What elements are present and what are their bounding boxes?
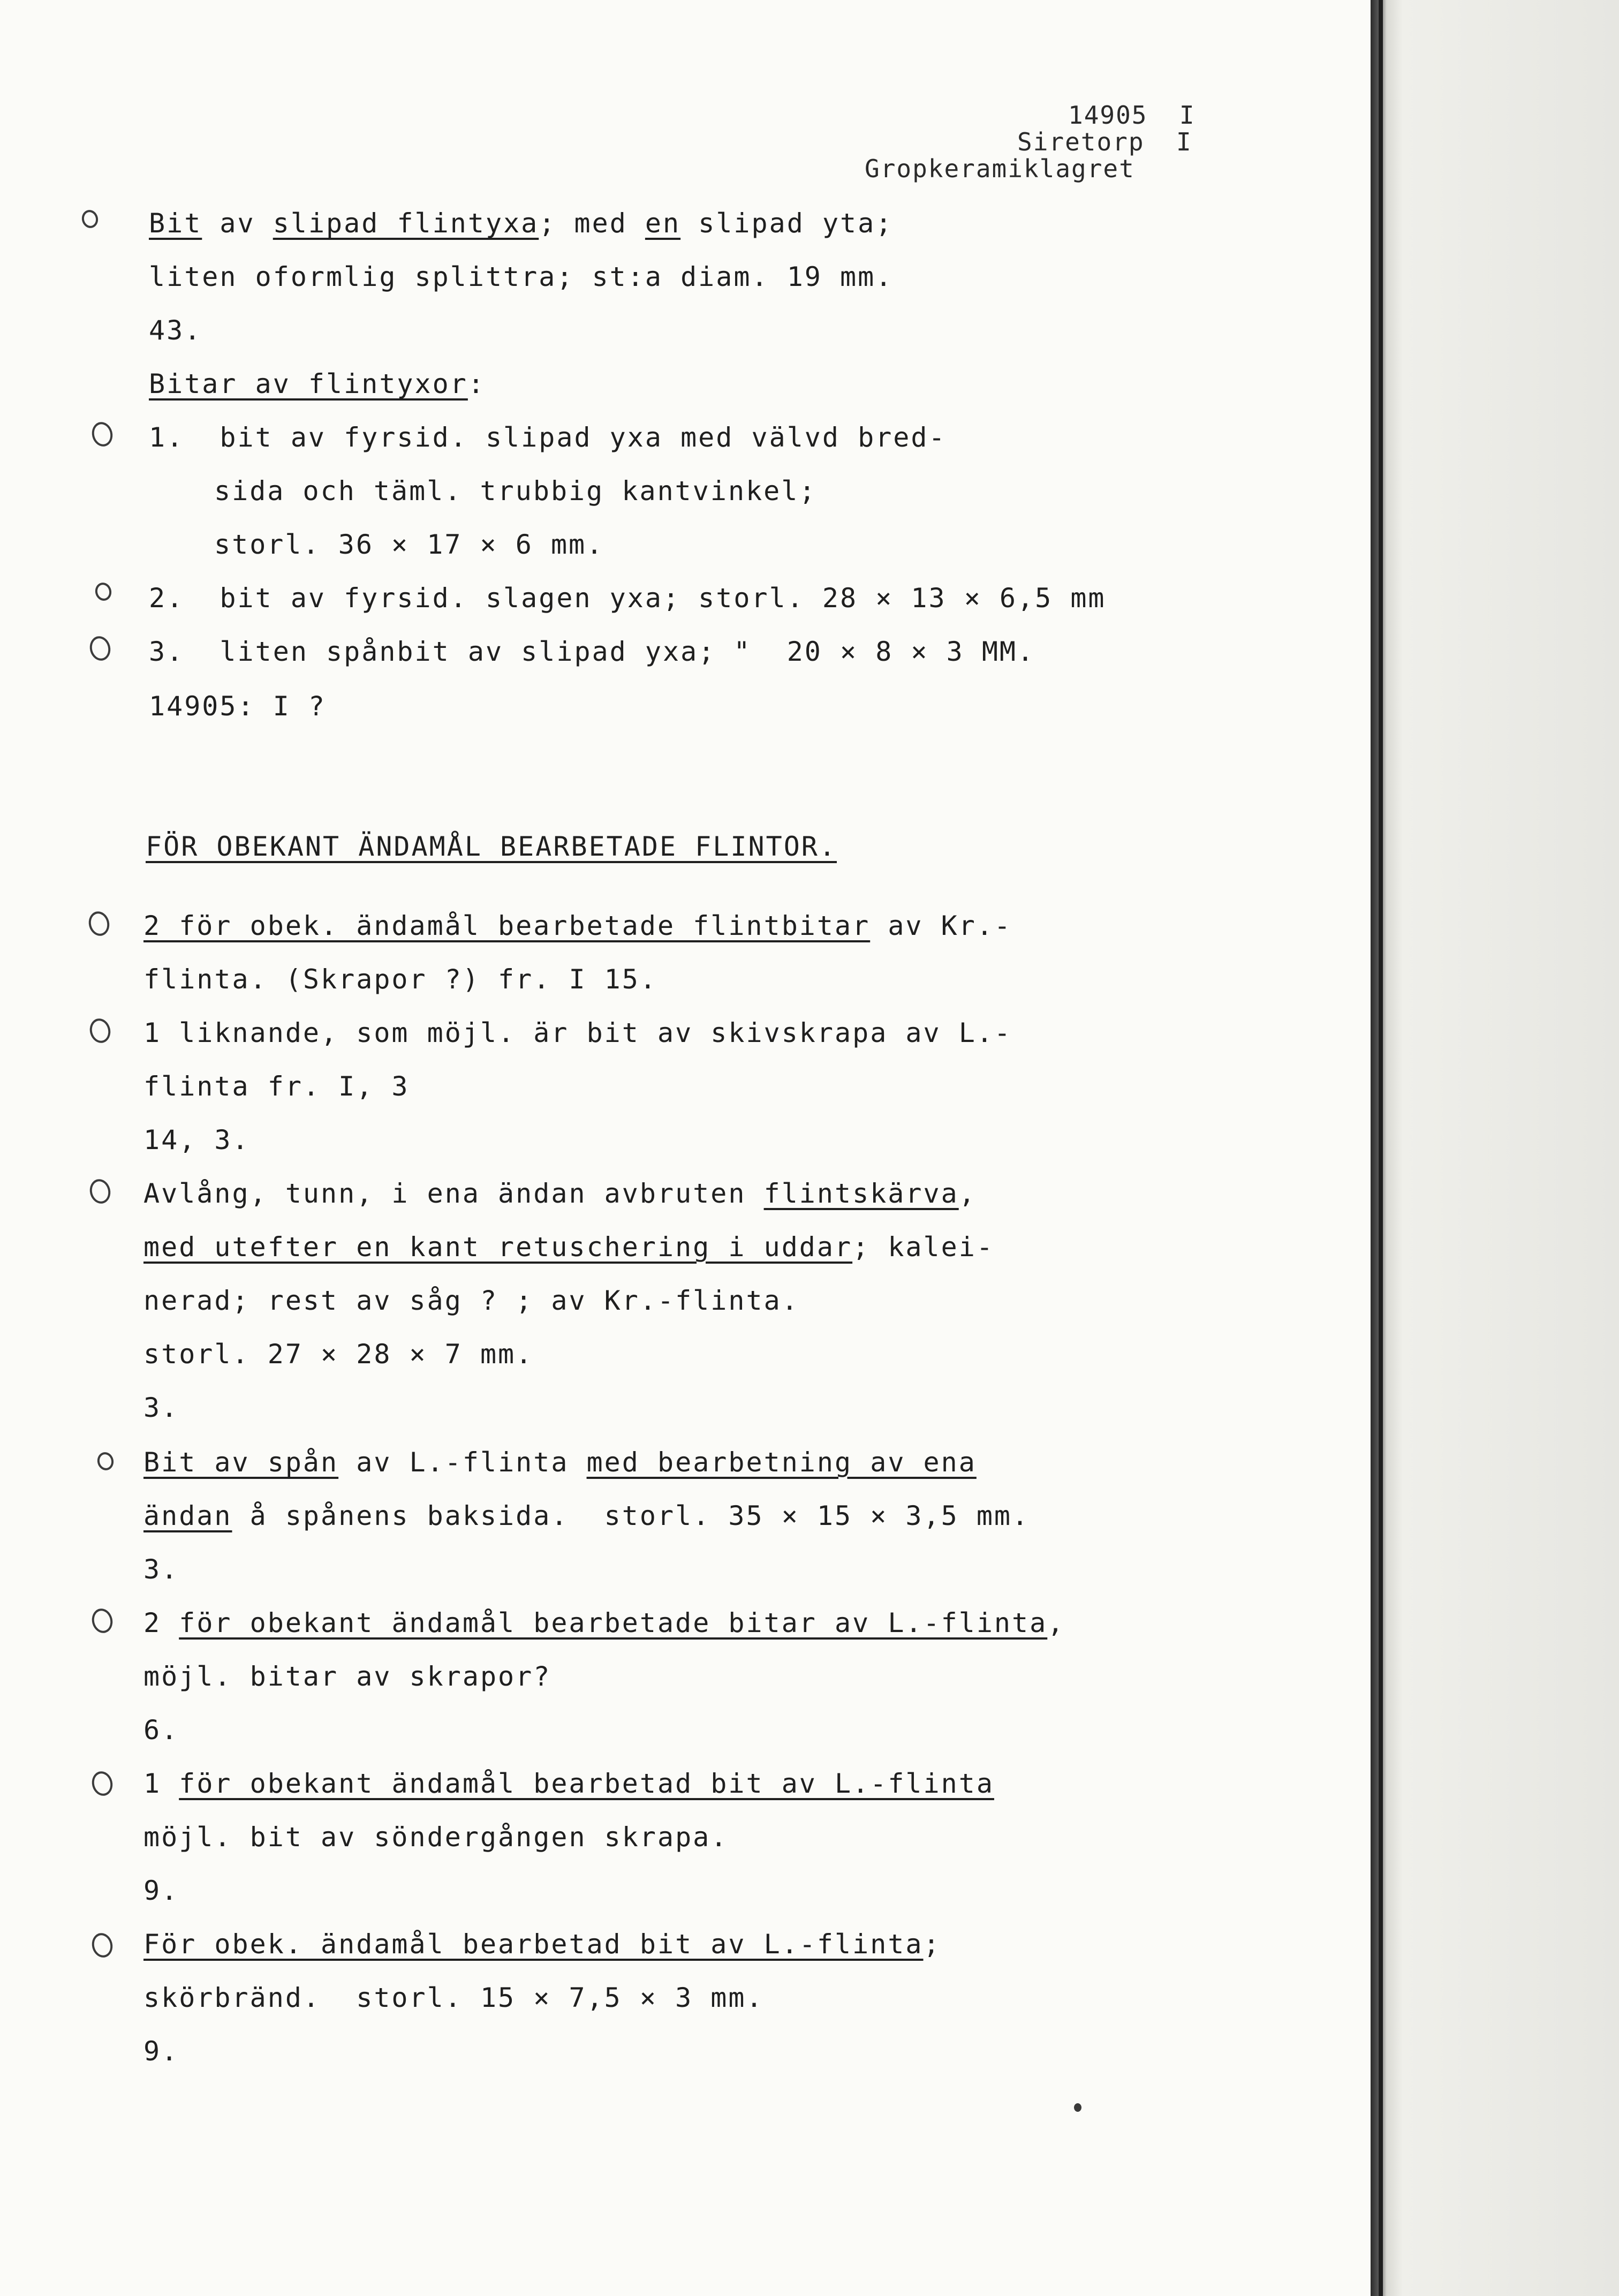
entry-line: Bit av slipad flintyxa; med en slipad yta; <box>149 208 894 239</box>
entry-line: 1. bit av fyrsid. slipad yxa med välvd bred- <box>149 422 947 453</box>
entry-ref: 14905: I ? <box>149 691 327 722</box>
entry-line: 2 för obekant ändamål bearbetade bitar av L.-flinta, <box>143 1607 1065 1638</box>
entry-number: 9. <box>143 1875 179 1906</box>
entry-line: sida och täml. trubbig kantvinkel; <box>214 475 817 507</box>
entry-line: Bit av spån av L.-flinta med bearbetning av ena <box>143 1447 977 1478</box>
entry-line: Avlång, tunn, i ena ändan avbruten flintskärva, <box>143 1178 977 1209</box>
entry-line: storl. 27 × 28 × 7 mm. <box>143 1339 534 1370</box>
entry-line: 1 liknande, som möjl. är bit av skivskrapa av L.- <box>143 1017 1012 1048</box>
entry-number: 9. <box>143 2036 179 2067</box>
site-name: Siretorp I <box>1017 127 1192 156</box>
entry-line: med utefter en kant retuschering i uddar; kalei- <box>143 1232 994 1263</box>
entry-line: nerad; rest av såg ? ; av Kr.-flinta. <box>143 1285 799 1316</box>
entry-number: 14, 3. <box>143 1124 250 1155</box>
entry-line: För obek. ändamål bearbetad bit av L.-flinta; <box>143 1929 941 1960</box>
entry-line: möjl. bitar av skrapor? <box>143 1661 551 1692</box>
entry-number: 43. <box>149 315 202 346</box>
catalog-number: 14905 I <box>1068 101 1196 130</box>
entry-line: flinta. (Skrapor ?) fr. I 15. <box>143 964 657 995</box>
entry-line: storl. 36 × 17 × 6 mm. <box>214 529 604 560</box>
entry-line: skörbränd. storl. 15 × 7,5 × 3 mm. <box>143 1982 764 2013</box>
layer-name: Gropkeramiklagret <box>865 154 1135 183</box>
entry-number: 6. <box>143 1715 179 1746</box>
entry-line: 1 för obekant ändamål bearbetad bit av L.-flinta <box>143 1768 994 1799</box>
ink-spot <box>1074 2103 1081 2112</box>
entry-line: 2. bit av fyrsid. slagen yxa; storl. 28 × 13 × 6,5 mm <box>149 583 1106 614</box>
subheading: Bitar av flintyxor: <box>149 368 486 399</box>
page-edge-line <box>1379 0 1383 2296</box>
section-heading: FÖR OBEKANT ÄNDAMÅL BEARBETADE FLINTOR. <box>146 831 837 862</box>
entry-line: 2 för obek. ändamål bearbetade flintbitar av Kr.- <box>143 910 1012 941</box>
entry-line: liten oformlig splittra; st:a diam. 19 mm. <box>149 261 894 292</box>
page-edge-shadow <box>1371 0 1619 2296</box>
entry-number: 3. <box>143 1392 179 1423</box>
entry-line: flinta fr. I, 3 <box>143 1071 410 1102</box>
entry-line: ändan å spånens baksida. storl. 35 × 15 × 3,5 mm. <box>143 1500 1030 1531</box>
entry-number: 3. <box>143 1554 179 1585</box>
entry-line: 3. liten spånbit av slipad yxa; " 20 × 8 × 3 MM. <box>149 636 1035 667</box>
entry-line: möjl. bit av söndergången skrapa. <box>143 1822 729 1853</box>
